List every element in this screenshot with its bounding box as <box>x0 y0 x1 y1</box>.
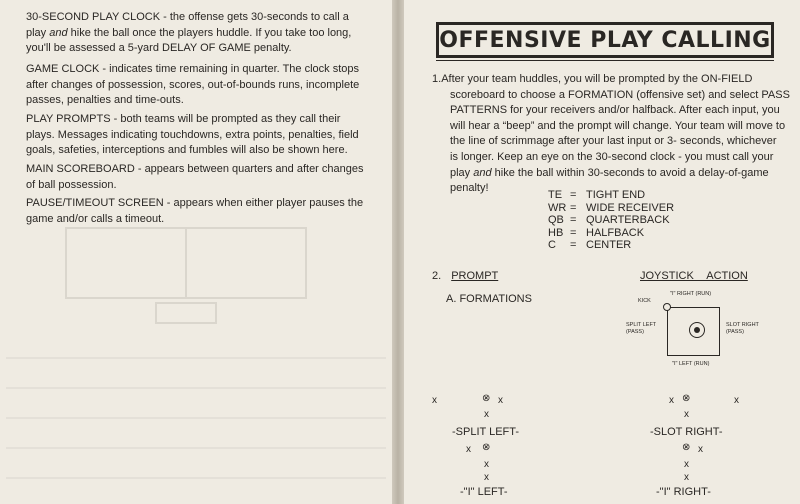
te-player-mark: x <box>698 444 703 455</box>
kick-corner-circle <box>663 303 671 311</box>
abbreviation-row <box>548 214 674 227</box>
qb-player-mark: ⊗ <box>682 442 691 453</box>
body-text: hike the ball once the players huddle. If you take too long, <box>67 26 352 39</box>
fb-player-mark: x <box>684 459 689 470</box>
body-text: After your team huddles, you will be prompted by the ON-FIELD <box>441 73 753 85</box>
list-item-play-clock <box>6 10 378 57</box>
joystick-center-dot <box>694 327 700 333</box>
prompt-label: PROMPT <box>451 270 499 282</box>
equals-sign: = <box>570 214 577 226</box>
body-text: 30-SECOND PLAY CLOCK - the offense gets 30-seconds to call a <box>26 11 349 23</box>
abbreviation-code: QB <box>548 214 564 226</box>
abbreviation-meaning: TIGHT END <box>586 189 646 201</box>
hb-player-mark: x <box>684 409 689 420</box>
list-item-game-clock <box>6 62 378 109</box>
item-number <box>6 10 26 26</box>
fb-player-mark: x <box>484 459 489 470</box>
abbreviation-code: TE <box>548 189 563 201</box>
wr-player-mark: x <box>432 395 437 406</box>
formation-name-slot-right: -SLOT RIGHT- <box>650 426 723 438</box>
body-text: MAIN SCOREBOARD - appears between quarters and after changes <box>26 163 364 175</box>
qb-player-mark: ⊗ <box>482 393 491 404</box>
right-page <box>404 0 800 504</box>
qb-player-mark: ⊗ <box>682 393 691 404</box>
item-number <box>6 112 26 128</box>
body-text: game and/or calls a timeout. <box>26 212 165 225</box>
i-right-label: "I" RIGHT (RUN) <box>670 291 712 297</box>
hb-player-mark: x <box>484 472 489 483</box>
abbreviation-code: WR <box>548 201 567 214</box>
joystick-action-heading: JOYSTICK ACTION <box>640 270 748 282</box>
item-number <box>6 162 26 178</box>
te-player-mark: x <box>669 395 674 406</box>
emphasis-text: and <box>49 26 68 39</box>
title-underline <box>436 60 774 61</box>
body-text: is longer. Keep an eye on the 30-second clock - you must call your <box>450 150 774 163</box>
equals-sign: = <box>570 239 577 251</box>
abbreviation-meaning: CENTER <box>586 239 632 251</box>
abbreviation-legend <box>548 189 674 252</box>
book-gutter <box>392 0 404 504</box>
body-text: of ball possession. <box>26 178 117 191</box>
body-text: penalty! <box>450 182 489 195</box>
abbreviation-row <box>548 202 674 215</box>
abbreviation-code: HB <box>548 226 564 239</box>
abbreviation-row <box>548 189 674 202</box>
body-text: passes, penalties and time-outs. <box>26 94 184 107</box>
body-text: goals, safeties, interceptions and fumbles will also be shown here. <box>26 144 348 157</box>
equals-sign: = <box>570 226 577 239</box>
abbreviation-meaning: QUARTERBACK <box>586 214 670 226</box>
body-text: plays. Messages indicating touchdowns, extra points, penalties, field <box>26 128 359 141</box>
abbreviation-meaning: HALFBACK <box>586 226 645 239</box>
formation-name-split-left: -SPLIT LEFT- <box>452 426 520 438</box>
body-text: PATTERNS for your receivers and/or halfback. After each input, you <box>450 104 780 117</box>
body-text: you'll be assessed a 5-yard DELAY OF GAME penalty. <box>26 42 292 55</box>
body-text: PLAY PROMPTS - both teams will be prompted as they call their <box>26 113 341 125</box>
abbreviation-row <box>548 227 674 240</box>
list-item-main-scoreboard <box>6 162 378 193</box>
section-title-box <box>436 22 774 58</box>
i-left-label: "I" LEFT (RUN) <box>672 361 710 367</box>
split-left-label: SPLIT LEFT (PASS) <box>626 322 657 335</box>
body-text: play <box>26 26 50 39</box>
list-item-play-prompts <box>6 112 378 159</box>
equals-sign: = <box>570 201 577 214</box>
hb-player-mark: x <box>484 409 489 420</box>
item-number <box>6 62 26 78</box>
te-player-mark: x <box>498 395 503 406</box>
wr-player-mark: x <box>734 395 739 406</box>
instruction-paragraph <box>432 72 794 197</box>
item-number <box>6 196 26 212</box>
formations-label: A. FORMATIONS <box>446 293 532 305</box>
left-page <box>0 0 392 504</box>
prompt-number: 2. <box>432 270 442 282</box>
kick-label: KICK <box>638 298 651 304</box>
body-text: GAME CLOCK - indicates time remaining in quarter. The clock stops <box>26 63 359 75</box>
hb-player-mark: x <box>684 472 689 483</box>
body-text: the line of scrimmage after your last input or 3- seconds, whichever <box>450 135 777 148</box>
abbreviation-row <box>548 239 674 252</box>
te-player-mark: x <box>466 444 471 455</box>
formation-name-i-right: -"I" RIGHT- <box>656 486 711 498</box>
body-text: hike the ball within 30-seconds to avoid a delay-of-game <box>491 166 769 179</box>
body-text: PAUSE/TIMEOUT SCREEN - appears when either player pauses the <box>26 197 364 209</box>
body-text: will hear a “beep” and the prompt will change. Your team will move to <box>450 119 786 132</box>
abbreviation-code: C <box>548 239 556 251</box>
section-title: OFFENSIVE PLAY CALLING <box>439 27 771 53</box>
body-text: after changes of possession, scores, out-of-bounds runs, incomplete <box>26 78 360 91</box>
slot-right-label: SLOT RIGHT (PASS) <box>726 322 759 335</box>
prompt-heading <box>432 270 498 282</box>
emphasis-text: and <box>473 166 492 179</box>
qb-player-mark: ⊗ <box>482 442 491 453</box>
body-text: scoreboard to choose a FORMATION (offensive set) and select PASS <box>450 88 790 101</box>
abbreviation-meaning: WIDE RECEIVER <box>586 201 675 214</box>
list-item-pause-timeout <box>6 196 378 227</box>
item-number: 1. <box>432 73 442 85</box>
formation-name-i-left: -"I" LEFT- <box>460 486 508 498</box>
body-text: play <box>450 166 474 179</box>
equals-sign: = <box>570 189 577 201</box>
